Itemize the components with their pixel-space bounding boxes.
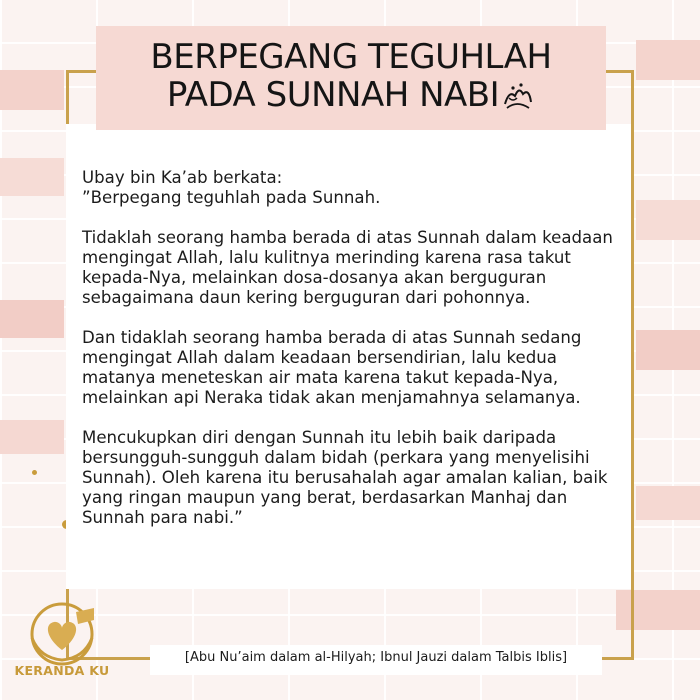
title-line-2 <box>96 76 606 114</box>
pink-tile <box>0 300 64 338</box>
source-citation: [Abu Nu’aim dalam al-Hilyah; Ibnul Jauzi dalam Talbis Iblis] <box>184 650 568 665</box>
salawat-seal-icon <box>501 80 535 114</box>
page-title <box>96 38 606 114</box>
pink-tile <box>0 158 64 196</box>
pink-tile <box>636 330 700 370</box>
pink-tile <box>636 486 700 520</box>
paragraph-1: Tidaklah seorang hamba berada di atas Sunnah dalam keadaan mengingat Allah, lalu kulitnya merinding karena rasa takut kepada-Nya, melainkan dosa-dosanya akan berguguran sebagaimana daun kering berguguran dari pohonnya. <box>82 228 613 307</box>
quote-body <box>82 168 622 548</box>
paragraph-intro: Ubay bin Ka’ab berkata: ”Berpegang teguhlah pada Sunnah. <box>82 168 381 207</box>
pink-tile <box>636 40 700 80</box>
logo-name: KERANDA KU <box>14 663 110 678</box>
title-line-1: BERPEGANG TEGUHLAH <box>150 37 552 77</box>
title-line-2-text: PADA SUNNAH NABI <box>166 75 500 115</box>
paragraph-2: Dan tidaklah seorang hamba berada di atas Sunnah sedang mengingat Allah dalam keadaan bersendirian, lalu kedua matanya meneteskan air mata karena takut kepada-Nya, melainkan api Neraka tidak akan menjamahnya selamanya. <box>82 328 582 407</box>
paragraph-3: Mencukupkan diri dengan Sunnah itu lebih baik daripada bersungguh-sungguh dalam bidah (perkara yang menyelisihi Sunnah). Oleh karena itu berusahalah agar amalan kalian, baik yang ringan maupun yang berat, berdasarkan Manhaj dan Sunnah para nabi.” <box>82 428 608 527</box>
pink-tile <box>636 200 700 240</box>
gold-dot <box>32 470 37 475</box>
pink-tile <box>0 420 64 454</box>
pink-tile <box>0 70 64 110</box>
